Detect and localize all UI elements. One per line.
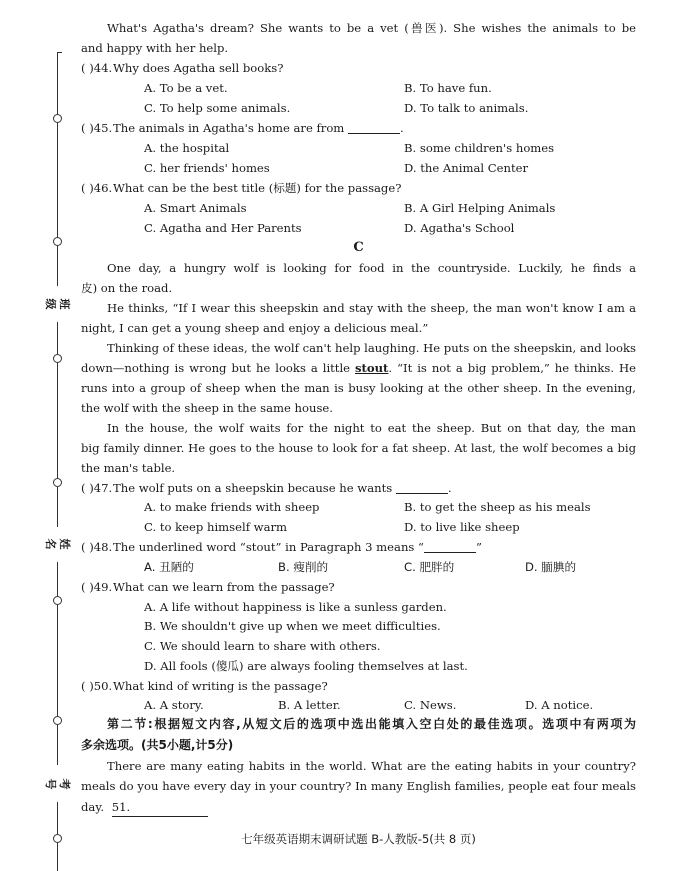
page-footer: 七年级英语期末调研试题 B-人教版-5(共 8 页) [241, 832, 476, 846]
answer-bracket[interactable]: ( )45. [81, 121, 113, 135]
passage-text: down—nothing is wrong but he looks a little [81, 361, 351, 375]
question-46 [81, 180, 636, 198]
option-d[interactable]: D. To talk to animals. [404, 101, 529, 115]
option-c[interactable]: C. To help some animals. [144, 101, 291, 115]
option-c[interactable]: C. Agatha and Her Parents [144, 221, 302, 235]
option-d[interactable]: D. Agatha's School [404, 221, 515, 235]
options-row [81, 697, 636, 715]
passage-line: meals do you have every day in your country? In many English families, people eat four meals [81, 779, 636, 793]
blank-number: 51. [111, 800, 131, 814]
passage-line: the wolf with the sheep in the same house. [81, 401, 333, 415]
question-44 [81, 60, 636, 78]
question-45 [81, 120, 636, 138]
option-d[interactable]: D. All fools (傻瓜) are always fooling themselves at last. [144, 659, 468, 673]
margin-circle [53, 716, 62, 725]
section-heading: C [353, 240, 364, 255]
section-instruction: 多余选项。(共5小题,计5分) [81, 738, 234, 752]
question-48 [81, 539, 636, 557]
answer-bracket[interactable]: ( )49. [81, 580, 113, 594]
passage-line: and happy with her help. [81, 41, 229, 55]
margin-line [57, 52, 58, 116]
option-c[interactable]: C. 肥胖的 [404, 560, 455, 574]
passage-line: What's Agatha's dream? She wants to be a vet (兽医). She wishes the animals to be [107, 21, 636, 35]
option-a[interactable]: A. Smart Animals [144, 201, 247, 215]
margin-line [57, 843, 58, 871]
question-text-end: ” [475, 540, 482, 554]
question-text: What can be the best title (标题) for the passage? [113, 181, 402, 195]
margin-line [57, 802, 58, 834]
option-a[interactable]: A. A life without happiness is like a sunless garden. [144, 600, 447, 614]
question-text-end: . [447, 481, 452, 495]
options-row [81, 140, 636, 158]
margin-circle [53, 114, 62, 123]
option-c[interactable]: C. News. [404, 698, 457, 712]
passage-line: One day, a hungry wolf is looking for food in the countryside. Luckily, he finds a [107, 261, 636, 275]
blank-51[interactable] [112, 799, 208, 817]
option-d[interactable]: D. 腼腆的 [525, 560, 577, 574]
question-text-wrap [113, 480, 452, 497]
exam-number-label: 考号 [44, 778, 71, 790]
answer-bracket[interactable]: ( )46. [81, 181, 113, 195]
margin-line [57, 123, 58, 237]
margin-line [57, 363, 58, 478]
question-text-end: . [400, 121, 404, 135]
option-b[interactable]: B. some children's homes [404, 141, 555, 155]
passage-line: There are many eating habits in the world. What are the eating habits in your country? [107, 759, 636, 773]
options-row [81, 100, 636, 118]
option-a[interactable]: A. A story. [144, 698, 204, 712]
margin-circle [53, 834, 62, 843]
answer-bracket[interactable]: ( )44. [81, 61, 113, 75]
margin-circle [53, 354, 62, 363]
name-label: 姓名 [44, 538, 71, 550]
answer-bracket[interactable]: ( )48. [81, 540, 113, 554]
margin-line [57, 725, 58, 765]
passage-line: big family dinner. He goes to the house to look for a fat sheep. At last, the wolf becomes a big [81, 441, 636, 455]
option-a[interactable]: A. the hospital [144, 141, 230, 155]
options-row [81, 80, 636, 98]
question-text: The animals in Agatha's home are from [113, 121, 345, 135]
class-label: 班级 [44, 298, 71, 310]
option-c[interactable]: C. her friends' homes [144, 161, 270, 175]
question-50 [81, 678, 636, 696]
margin-line [57, 605, 58, 716]
question-text: The underlined word “stout” in Paragraph 3 means “ [113, 540, 424, 554]
margin-tick [57, 52, 62, 53]
passage-line: night, I can get a young sheep and enjoy a delicious meal.” [81, 321, 429, 335]
options-row [81, 200, 636, 218]
option-b[interactable]: B. To have fun. [404, 81, 492, 95]
passage-text: day. [81, 800, 105, 814]
option-b[interactable]: B. A letter. [278, 698, 341, 712]
question-text: Why does Agatha sell books? [113, 61, 284, 75]
passage-line: the man's table. [81, 461, 176, 475]
question-text: What kind of writing is the passage? [113, 679, 328, 693]
question-text: The wolf puts on a sheepskin because he wants [113, 481, 393, 495]
margin-line [57, 487, 58, 527]
options-row [81, 499, 636, 517]
underlined-word-stout: stout [355, 361, 389, 375]
margin-line [57, 246, 58, 286]
options-row [81, 220, 636, 238]
options-row [81, 559, 636, 577]
option-d[interactable]: D. to live like sheep [404, 520, 520, 534]
margin-line [57, 562, 58, 596]
binding-margin [0, 0, 72, 871]
passage-text: . “It is not a big problem,” he thinks. He [388, 361, 636, 375]
answer-bracket[interactable]: ( )47. [81, 481, 113, 495]
option-d[interactable]: D. the Animal Center [404, 161, 529, 175]
question-47 [81, 480, 636, 498]
answer-blank[interactable] [348, 122, 400, 134]
passage-line: He thinks, “If I wear this sheepskin and stay with the sheep, the man won't know I am a [107, 301, 636, 315]
option-d[interactable]: D. A notice. [525, 698, 594, 712]
margin-circle [53, 478, 62, 487]
passage-line [81, 360, 636, 378]
option-b[interactable]: B. We shouldn't give up when we meet difficulties. [144, 619, 441, 633]
option-b[interactable]: B. 瘦削的 [278, 560, 329, 574]
passage-line: In the house, the wolf waits for the night to eat the sheep. But on that day, the man [107, 421, 636, 435]
question-text-wrap [113, 539, 482, 556]
option-b[interactable]: B. A Girl Helping Animals [404, 201, 556, 215]
margin-line [57, 322, 58, 354]
question-49 [81, 579, 636, 597]
answer-blank[interactable] [424, 541, 476, 553]
option-a[interactable]: A. To be a vet. [144, 81, 228, 95]
passage-line: 皮) on the road. [81, 281, 173, 295]
passage-line [81, 799, 208, 817]
margin-circle [53, 596, 62, 605]
question-text: What can we learn from the passage? [113, 580, 335, 594]
section-instruction: 第二节:根据短文内容,从短文后的选项中选出能填入空白处的最佳选项。选项中有两项为 [107, 717, 636, 731]
passage-line: runs into a group of sheep when the man is busy looking at the other sheep. In the evening, [81, 381, 636, 395]
option-a[interactable]: A. 丑陋的 [144, 560, 194, 574]
options-row [81, 519, 636, 537]
question-text-wrap [113, 120, 404, 137]
option-a[interactable]: A. to make friends with sheep [144, 500, 320, 514]
answer-blank[interactable] [396, 482, 448, 494]
options-row [81, 160, 636, 178]
passage-line: Thinking of these ideas, the wolf can't help laughing. He puts on the sheepskin, and looks [107, 341, 636, 355]
margin-circle [53, 237, 62, 246]
option-c[interactable]: C. to keep himself warm [144, 520, 288, 534]
option-b[interactable]: B. to get the sheep as his meals [404, 500, 591, 514]
answer-bracket[interactable]: ( )50. [81, 679, 113, 693]
option-c[interactable]: C. We should learn to share with others. [144, 639, 381, 653]
